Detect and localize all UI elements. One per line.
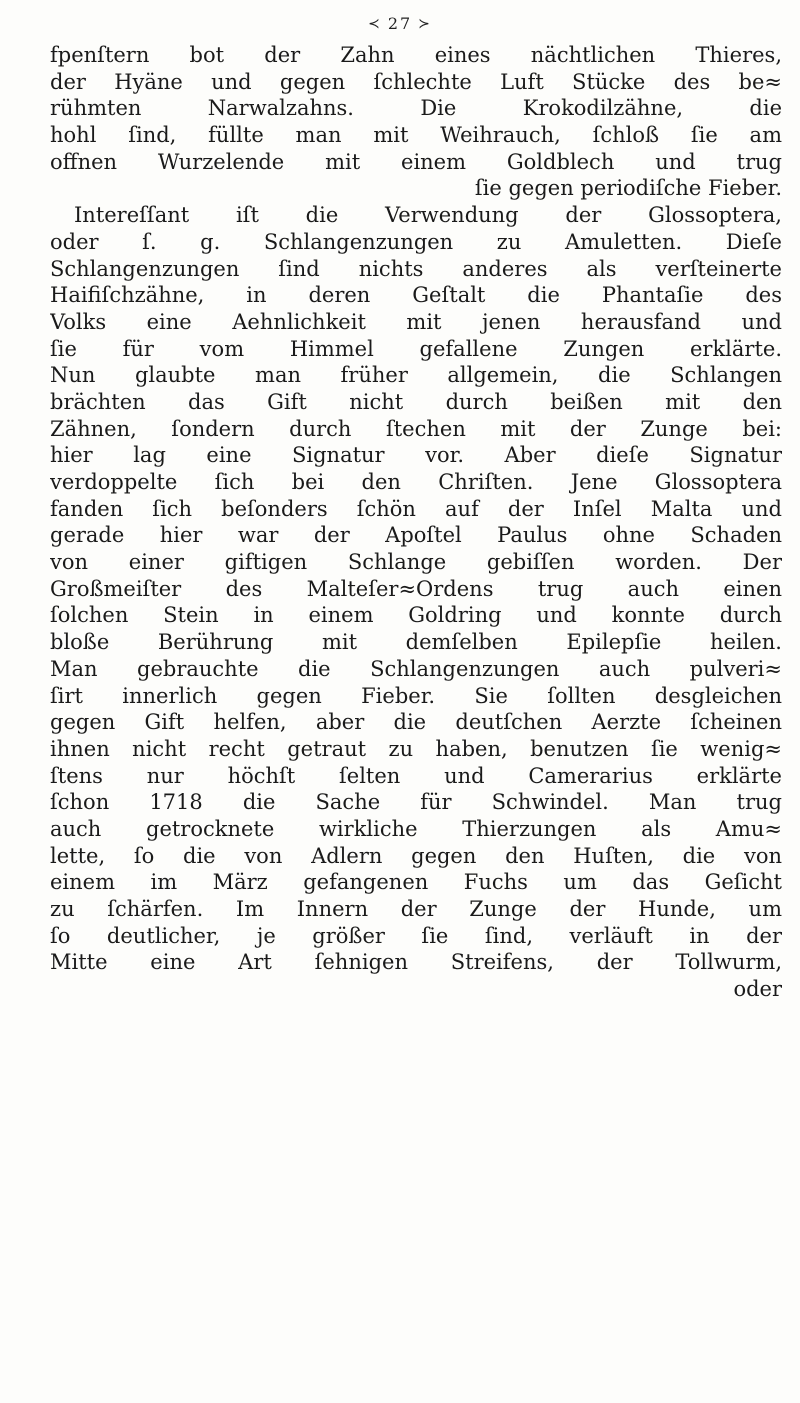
text-line: oder ſ. g. Schlangenzungen zu Amuletten. Dieſe <box>50 229 782 254</box>
text-line: zu ſchärfen. Im Innern der Zunge der Hunde, um <box>50 897 782 921</box>
text-line: Intereſſant iſt die Verwendung der Glossoptera, <box>74 203 782 228</box>
text-line: fanden ſich beſonders ſchön auf der Inſel Malta und <box>50 496 782 521</box>
text-line: gegen Gift helfen, aber die deutſchen Aerzte ſcheinen <box>50 710 782 735</box>
text-line: ſo deutlicher, je größer ſie ſind, verläuft in der <box>50 923 782 948</box>
text-line: ſchon 1718 die Sache für Schwindel. Man trug <box>50 790 782 815</box>
text-line: Zähnen, ſondern durch ſtechen mit der Zunge bei: <box>50 416 782 441</box>
text-line: Großmeiſter des Malteſer≈Ordens trug auch einen <box>50 576 782 601</box>
page-header <box>0 14 800 33</box>
text-line: bloße Berührung mit demſelben Epilepſie heilen. <box>50 630 782 655</box>
text-line: offnen Wurzelende mit einem Goldblech und trug <box>50 149 782 174</box>
text-line: einem im März gefangenen Fuchs um das Geſicht <box>50 870 782 895</box>
text-line: Mitte eine Art ſehnigen Streifens, der Tollwurm, <box>50 950 782 975</box>
left-ornament-icon: ≺ <box>368 16 382 32</box>
text-line: Man gebrauchte die Schlangenzungen auch pulveri≈ <box>50 656 782 681</box>
text-line: verdoppelte ſich bei den Chriſten. Jene Glossoptera <box>50 470 782 494</box>
text-line: Volks eine Aehnlichkeit mit jenen herausfand und <box>50 309 782 334</box>
text-line: Haifiſchzähne, in deren Geſtalt die Phantaſie des <box>50 283 782 308</box>
text-line: Nun glaubte man früher allgemein, die Schlangen <box>50 363 782 388</box>
text-line: brächten das Gift nicht durch beißen mit den <box>50 389 782 414</box>
text-line: hier lag eine Signatur vor. Aber dieſe Signatur <box>50 443 782 468</box>
page-number: 27 <box>387 14 413 33</box>
text-line: Schlangenzungen ſind nichts anderes als verſteinerte <box>50 256 782 281</box>
text-line: hohl ſind, füllte man mit Weihrauch, ſchloß ſie am <box>50 123 782 148</box>
text-line: rühmten Narwalzahns. Die Krokodilzähne, die <box>50 96 782 121</box>
text-line: ihnen nicht recht getraut zu haben, benutzen ſie wenig≈ <box>50 736 782 761</box>
text-line: von einer giftigen Schlange gebiſſen worden. Der <box>50 550 782 575</box>
page-body-text <box>50 42 782 1394</box>
text-line: fpenſtern bot der Zahn eines nächtlichen Thieres, <box>50 43 782 67</box>
right-ornament-icon: ≻ <box>418 16 432 32</box>
text-line: ſie für vom Himmel gefallene Zungen erklärte. <box>50 336 782 361</box>
text-line: der Hyäne und gegen ſchlechte Luft Stücke des be≈ <box>50 69 782 94</box>
text-line: gerade hier war der Apoſtel Paulus ohne Schaden <box>50 523 782 548</box>
text-line: auch getrocknete wirkliche Thierzungen als Amu≈ <box>50 816 782 841</box>
text-line: ſirt innerlich gegen Fieber. Sie ſollten desgleichen <box>50 683 782 708</box>
text-line: ſolchen Stein in einem Goldring und konnte durch <box>50 603 782 628</box>
text-line: lette, ſo die von Adlern gegen den Huſten, die von <box>50 843 782 868</box>
catchword: oder <box>733 977 782 1002</box>
text-line: ſtens nur höchſt ſelten und Camerarius erklärte <box>50 763 782 788</box>
text-line: ſie gegen periodiſche Fieber. <box>474 176 782 201</box>
